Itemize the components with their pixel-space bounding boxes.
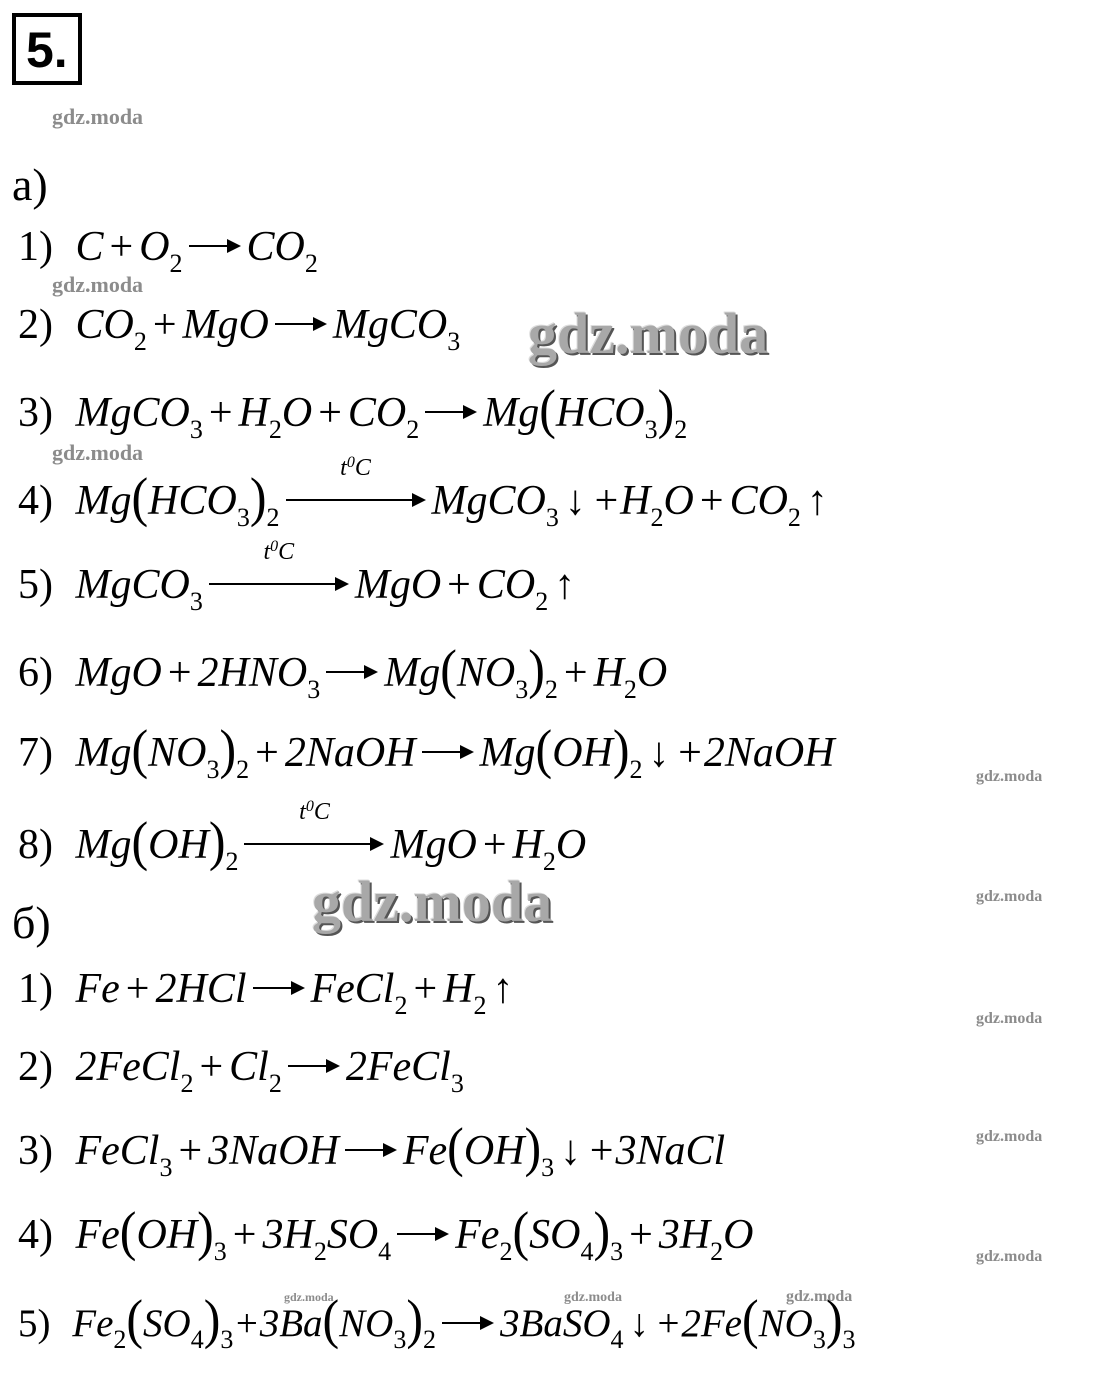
reaction-number: 4) [18, 1212, 53, 1258]
equation: $Fe(OH)_3 + 3H_2SO_4$ $Fe_2(SO_4)_3 + 3H_2O$ [75, 1200, 754, 1266]
part-b-label: б) [12, 897, 51, 948]
reaction-b-2 [18, 1042, 464, 1102]
part-a-label: а) [12, 159, 48, 210]
reaction-number: 6) [18, 650, 53, 696]
reaction-a-6 [18, 638, 668, 704]
reaction-number: 8) [18, 822, 53, 868]
reaction-number: 3) [18, 1128, 53, 1174]
reaction-b-4 [18, 1200, 754, 1266]
watermark: gdz.moda [312, 869, 553, 934]
equation: $C + O_2$ $CO_2$ [75, 224, 318, 278]
watermark: gdz.moda [284, 1290, 334, 1304]
task-number: 5. [12, 13, 82, 85]
reaction-number: 5) [18, 1302, 51, 1345]
reaction-a-2 [18, 300, 460, 360]
reaction-number: 5) [18, 562, 53, 608]
watermark: gdz.moda [976, 888, 1043, 905]
watermark: gdz.moda [976, 1248, 1043, 1265]
reaction-a-3 [18, 378, 688, 444]
reaction-number: 3) [18, 390, 53, 436]
watermark: gdz.moda [52, 272, 144, 297]
reaction-number: 1) [18, 966, 53, 1012]
equation: 2FeCl$_2$ + $Cl_2$ 2FeCl$_3$ [75, 1044, 464, 1098]
reaction-number: 2) [18, 1044, 53, 1090]
reaction-number: 2) [18, 302, 53, 348]
reaction-a-4 [18, 454, 834, 532]
equation: $Fe_2(SO_4)_3+3Ba(NO_3)_2$ 3BaSO$_4$ ↓ $+2Fe(NO_3)_3$ [72, 1288, 856, 1354]
reaction-a-8 [18, 798, 587, 876]
equation: MgCO$_3$ + $H_2O + CO_2$ $Mg(HCO_3)_2$ [75, 378, 688, 444]
watermark: gdz.moda [976, 768, 1043, 785]
equation: $Mg(NO_3)_2$ + 2NaOH $Mg(OH)_2$ ↓ +2NaOH [75, 718, 835, 784]
watermark: gdz.moda [976, 1010, 1043, 1027]
equation: MgO + $2HNO_3$ $Mg(NO_3)_2 + H_2O$ [75, 638, 668, 704]
reaction-b-5 [18, 1288, 856, 1354]
watermark: gdz.moda [52, 440, 144, 465]
watermark: gdz.moda [528, 301, 769, 366]
watermark: gdz.moda [52, 104, 144, 129]
equation: FeCl$_3$ + 3NaOH $Fe(OH)_3$ ↓ +3NaCl [75, 1116, 726, 1182]
reaction-number: 7) [18, 730, 53, 776]
equation: MgCO$_3$ $t^0C$ MgO + $CO_2$ ↑ [75, 538, 576, 616]
watermark: gdz.moda [786, 1288, 853, 1305]
equation: Fe + 2HCl FeCl$_2$ + $H_2$ ↑ [75, 966, 514, 1020]
equation: $CO_2$ + MgO MgCO$_3$ [75, 302, 461, 356]
reaction-a-5 [18, 538, 581, 620]
reaction-number: 1) [18, 224, 53, 270]
watermark: gdz.moda [564, 1290, 622, 1305]
watermark: gdz.moda [976, 1128, 1043, 1145]
reaction-b-3 [18, 1116, 726, 1182]
reaction-b-1 [18, 964, 520, 1024]
equation: $Mg(HCO_3)_2$ $t^0C$ MgCO$_3$ ↓ $+H_2O + CO_2$ ↑ [75, 454, 828, 532]
equation: $Mg(OH)_2$ $t^0C$ MgO + $H_2O$ [75, 798, 587, 876]
reaction-number: 4) [18, 478, 53, 524]
reaction-a-7 [18, 718, 835, 784]
